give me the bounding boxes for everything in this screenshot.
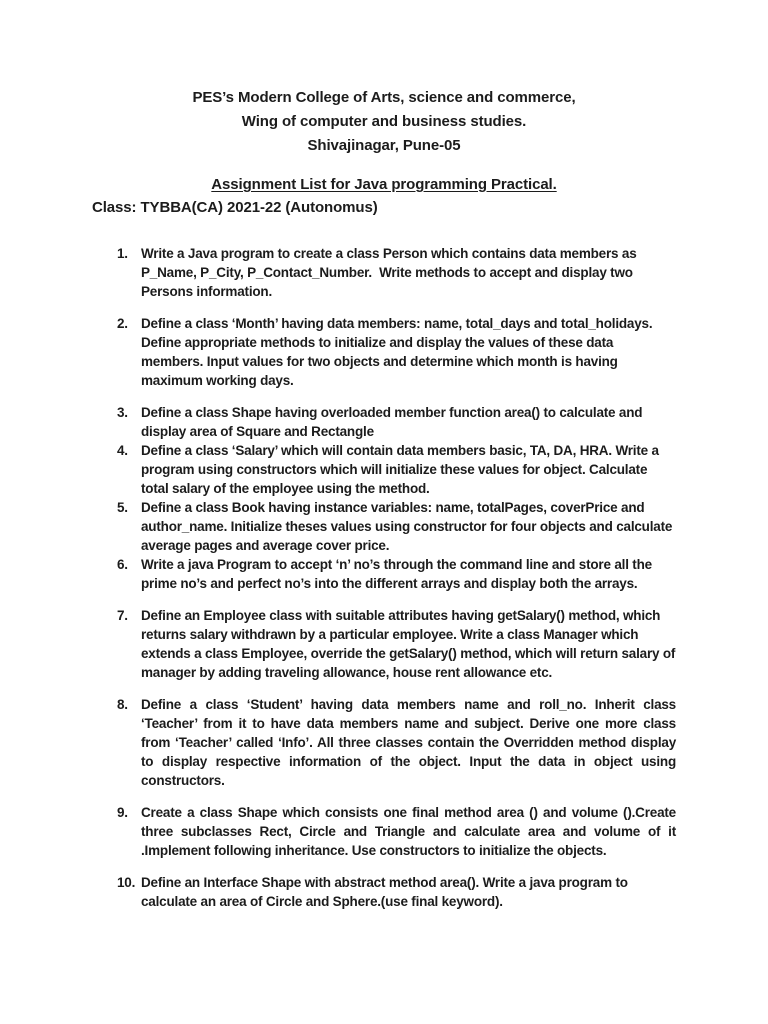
header-address: Shivajinagar, Pune-05 [307,137,461,154]
item-number: 2. [117,316,128,331]
document-title [92,176,676,194]
assignment-item [117,606,676,682]
item-number: 8. [117,697,128,712]
item-number: 6. [117,557,128,572]
item-text: Create a class Shape which consists one final method area () and volume ().Create three subclasses Rect, Circle and Triangle and calculate area and volume of it .Implement following inheritance. Use constructors to initialize the objects. [141,805,676,858]
item-number: 9. [117,805,128,820]
assignment-item [117,803,676,860]
header-wing: Wing of computer and business studies. [241,113,527,130]
assignment-item [117,873,676,911]
item-text: Define an Interface Shape with abstract method area(). Write a java program to calculate an area of Circle and Sphere.(use final keyword). [141,875,628,909]
assignment-item [117,403,676,441]
item-number: 7. [117,608,128,623]
assignment-item [117,314,676,390]
item-text: Define a class Book having instance variables: name, totalPages, coverPrice and author_name. Initialize theses values using constructor for four objects and calculate average pages and average cover price. [141,500,673,553]
item-number: 3. [117,405,128,420]
item-number: 5. [117,500,128,515]
document-title-text: Assignment List for Java programming Practical. [211,176,557,193]
item-text: Define an Employee class with suitable attributes having getSalary() method, which returns salary withdrawn by a particular employee. Write a class Manager which extends a class Employee, override the getSalary() method, which will return salary of manager by adding traveling allowance, house rent allowance etc. [141,608,676,680]
item-text: Define a class ‘Month’ having data members: name, total_days and total_holidays. Define appropriate methods to initialize and display the values of these data members. Input values for two objects and determine which month is having maximum working days. [141,316,653,388]
item-text: Write a Java program to create a class Person which contains data members as P_Name, P_City, P_Contact_Number. Write methods to accept and display two Persons information. [141,246,637,299]
header-college-name: PES’s Modern College of Arts, science and commerce, [192,89,576,106]
assignment-item [117,555,676,593]
item-text: Define a class ‘Salary’ which will contain data members basic, TA, DA, HRA. Write a program using constructors which will initialize these values for object. Calculate total salary of the employee using the method. [141,443,659,496]
item-text: Define a class ‘Student’ having data members name and roll_no. Inherit class ‘Teacher’ from it to have data members name and subject. Derive one more class from ‘Teacher’ called ‘Info’. All three classes contain the Overridden method display to display respective information of the object. Input the data in object using constructors. [141,697,676,788]
assignment-item [117,498,676,555]
assignment-list [92,244,676,911]
item-number: 4. [117,443,128,458]
class-info: Class: TYBBA(CA) 2021-22 (Autonomus) [92,199,378,216]
item-number: 1. [117,246,128,261]
assignment-item [117,441,676,498]
assignment-item [117,244,676,301]
item-text: Define a class Shape having overloaded member function area() to calculate and display area of Square and Rectangle [141,405,643,439]
item-number: 10. [117,875,136,890]
assignment-item [117,695,676,790]
document-header [92,86,676,158]
item-text: Write a java Program to accept ‘n’ no’s through the command line and store all the prime no’s and perfect no’s into the different arrays and display both the arrays. [141,557,652,591]
